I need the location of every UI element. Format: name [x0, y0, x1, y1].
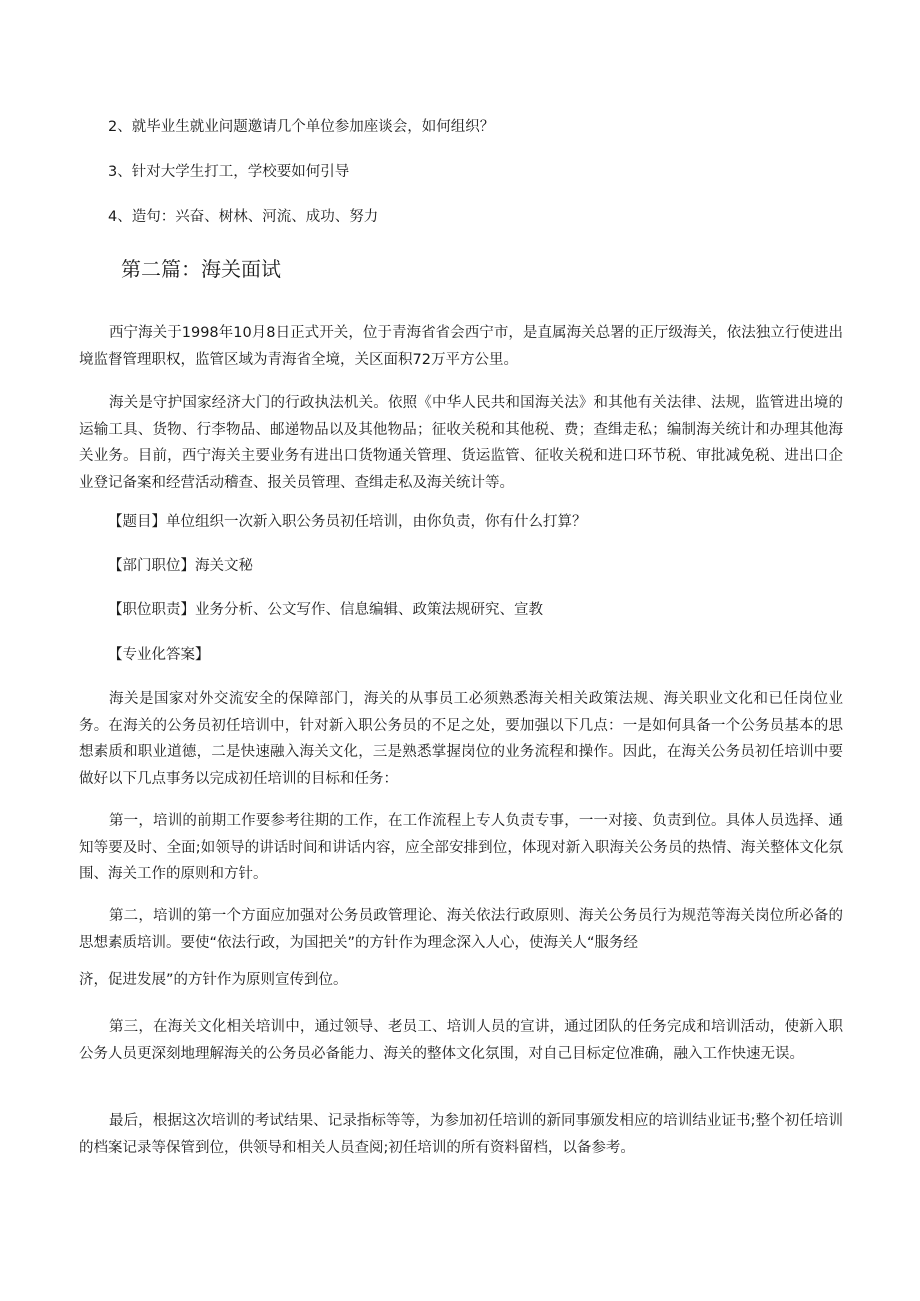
question-label: 【题目】单位组织一次新入职公务员初任培训，由你负责，你有什么打算？: [108, 514, 587, 530]
answer-paragraph-3-continued: 济，促进发展”的方针作为原则宣传到位。: [79, 972, 348, 988]
answer-paragraph-3: 第二，培训的第一个方面应加强对公务员政管理论、海关依法行政原则、海关公务员行为规范等海关岗位所必备的思想素质培训。要使“依法行政，为国把关”的方针作为理念深入人心，使海关人“服务经: [79, 908, 843, 951]
answer-paragraph-2: 第一，培训的前期工作要参考往期的工作，在工作流程上专人负责专事，一一对接、负责到位。具体人员选择、通知等要及时、全面;如领导的讲话时间和讲话内容，应全部安排到位，体现对新入职海关公务员的热情、海关整体文化氛围、海关工作的原则和方针。: [79, 813, 843, 882]
list-item-3: 3、针对大学生打工，学校要如何引导: [108, 164, 350, 180]
list-item-2: 2、就毕业生就业问题邀请几个单位参加座谈会，如何组织？: [108, 119, 495, 135]
duties-label: 【职位职责】业务分析、公文写作、信息编辑、政策法规研究、宣教: [108, 602, 543, 618]
answer-label: 【专业化答案】: [108, 647, 210, 663]
answer-paragraph-4: 第三，在海关文化相关培训中，通过领导、老员工、培训人员的宣讲，通过团队的任务完成和培训活动，使新入职公务人员更深刻地理解海关的公务员必备能力、海关的整体文化氛围，对自己目标定位准确，融入工作快速无误。: [79, 1019, 843, 1062]
intro-paragraph-1: 西宁海关于1998年10月8日正式开关，位于青海省省会西宁市，是直属海关总署的正厅级海关，依法独立行使进出境监督管理职权，监管区域为青海省全境，关区面积72万平方公里。: [79, 325, 843, 368]
answer-paragraph-1: 海关是国家对外交流安全的保障部门，海关的从事员工必须熟悉海关相关政策法规、海关职业文化和已任岗位业务。在海关的公务员初任培训中，针对新入职公务员的不足之处，要加强以下几点：一是如何具备一个公务员基本的思想素质和职业道德，二是快速融入海关文化，三是熟悉掌握岗位的业务流程和操作。因此，在海关公务员初任培训中要做好以下几点事务以完成初任培训的目标和任务：: [79, 691, 843, 787]
department-label: 【部门职位】海关文秘: [108, 558, 253, 574]
list-item-4: 4、造句：兴奋、树林、河流、成功、努力: [108, 209, 379, 225]
answer-paragraph-5: 最后，根据这次培训的考试结果、记录指标等等，为参加初任培训的新同事颁发相应的培训结业证书;整个初任培训的档案记录等保管到位，供领导和相关人员查阅;初任培训的所有资料留档，以备参考。: [79, 1113, 843, 1156]
section-title: 第二篇：海关面试: [121, 257, 281, 281]
intro-paragraph-2: 海关是守护国家经济大门的行政执法机关。依照《中华人民共和国海关法》和其他有关法律、法规，监管进出境的运输工具、货物、行李物品、邮递物品以及其他物品；征收关税和其他税、费；查缉走私；编制海关统计和办理其他海关业务。目前，西宁海关主要业务有进出口货物通关管理、货运监管、征收关税和进口环节税、审批减免税、进出口企业登记备案和经营活动稽查、报关员管理、查缉走私及海关统计等。: [79, 395, 843, 491]
